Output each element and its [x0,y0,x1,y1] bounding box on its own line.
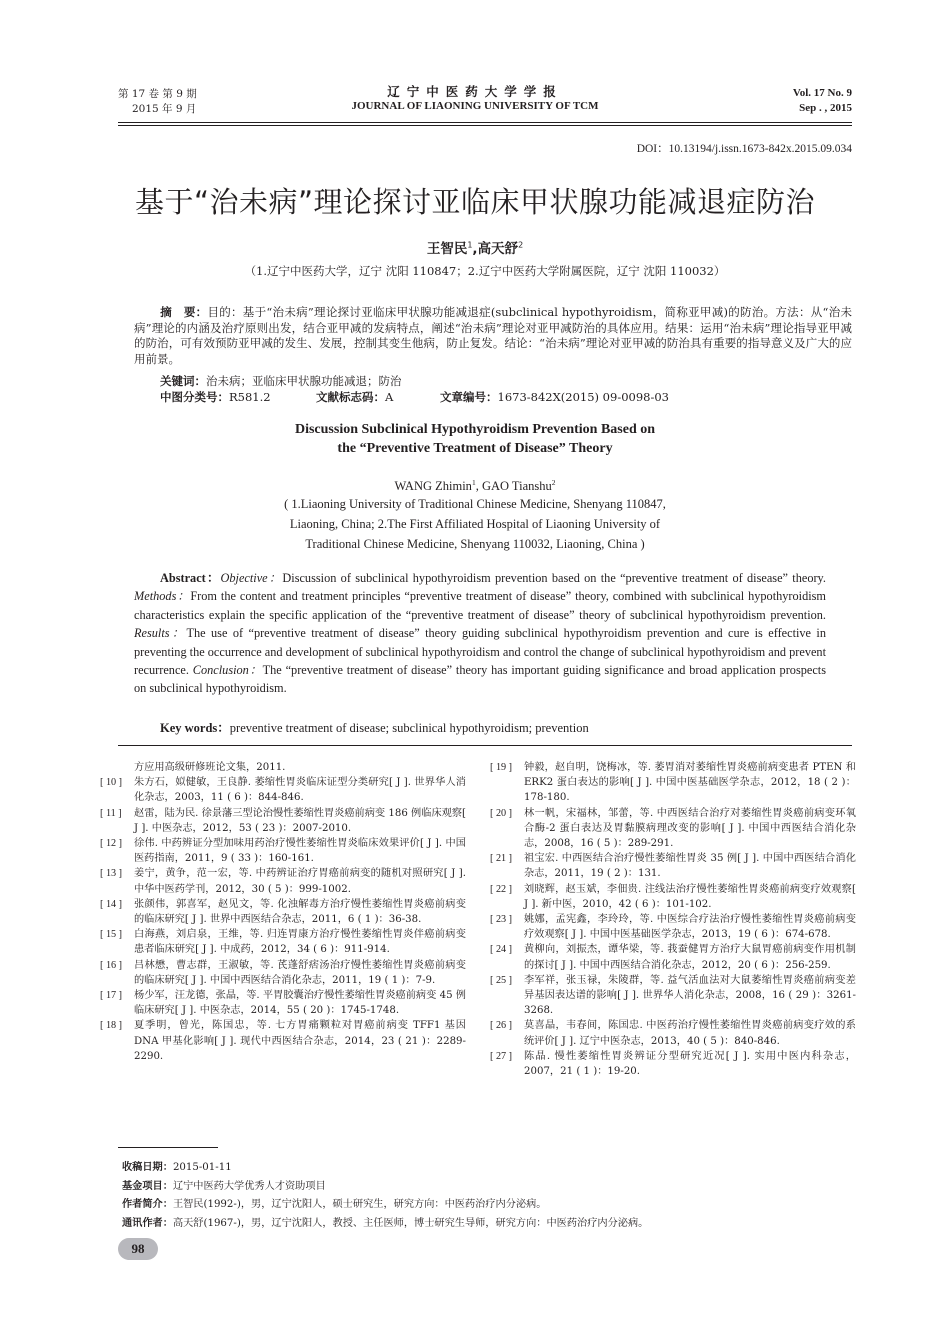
reference-number: [ 18 ] [100,1020,123,1032]
reference-text: 赵雷，陆为民. 徐景藩三型论治慢性萎缩性胃炎癌前病变 186 例临床观察[ J ]. 中医杂志，2012，53 ( 23 )：2007-2010. [134,807,466,834]
article-title-cn: 基于“治未病”理论探讨亚临床甲状腺功能减退症防治 [134,185,816,219]
footnote-text: 王智民(1992-)，男，辽宁沈阳人，硕士研究生，研究方向：中医药治疗内分泌病。 [172,1199,547,1210]
reference-item [100,988,466,1018]
reference-text: 李军祥，张玉禄，朱陵群，等. 益气活血法对大鼠萎缩性胃炎癌前病变差异基因表达谱的影响[ J ]. 世界华人消化杂志，2008，16 ( 29 )：3261-3268. [524,974,856,1017]
header-rule [118,122,852,123]
reference-item [490,942,856,972]
reference-number: [ 23 ] [490,914,513,926]
methods-text: From the content and treatment principles “preventive treatment of disease” theory, combined with subclinical hypothyroidism characteristics explain the specific application of the “preventive treatment of disease” theory of subclinical hypothyroidism prevention. [134,589,826,622]
date-cn: 2015 年 9 月 [132,103,197,115]
author-affil-mark: 2 [518,240,524,250]
reference-text: 徐伟. 中药辨证分型加味用药治疗慢性萎缩性胃炎临床效果评价[ J ]. 中国医药指南，2011，9 ( 33 )：160-161. [134,838,466,865]
reference-text: 祖宝宏. 中西医结合治疗慢性萎缩性胃炎 35 例[ J ]. 中国中西医结合消化杂志，2011，19 ( 2 )：131. [524,853,856,880]
reference-item [100,775,466,805]
references-right-column [490,760,856,1079]
section-divider [118,745,852,746]
document-code-label: 文献标志码： [316,390,385,404]
reference-number: [ 24 ] [490,944,513,956]
reference-text: 杨少军，汪龙德，张晶，等. 平胃胶囊治疗慢性萎缩性胃炎癌前病变 45 例临床研究[ J ]. 中医杂志，2014，55 ( 20 )：1745-1748. [134,990,466,1017]
reference-number: [ 10 ] [100,777,123,789]
footnote-label: 收稿日期： [122,1162,173,1173]
reference-number: [ 11 ] [100,807,122,819]
reference-item [490,760,856,806]
author-affil-mark: 1 [467,240,473,250]
volume-issue-cn: 第 17 卷 第 9 期 [118,88,197,100]
reference-item [100,927,466,957]
conclusion-text: The “preventive treatment of disease” theory has important guiding significance and broad application prospects on subclinical hypothyroidism. [134,663,827,696]
footnote-text: 高天舒(1967-)，男，辽宁沈阳人，教授、主任医师，博士研究生导师，研究方向：中医药治疗内分泌病。 [172,1217,649,1229]
reference-text: 莫喜晶，韦春间，陈国忠. 中医药治疗慢性萎缩性胃炎癌前病变疗效的系统评价[ J ]. 辽宁中医杂志，2013，40 ( 5 )：840-846. [524,1020,856,1047]
class-number-value: R581.2 [229,390,271,404]
reference-item [490,851,856,881]
objective-text: Discussion of subclinical hypothyroidism prevention based on the “preventive treatment of disease” theory. [282,571,826,585]
methods-label: Methods： [134,589,191,604]
keywords-en-text: preventive treatment of disease; subclinical hypothyroidism; prevention [229,721,589,735]
author-affil-mark: 1 [471,478,476,487]
abstract-en-label: Abstract： [160,571,221,585]
footnote-label: 通讯作者： [122,1217,173,1229]
abstract-cn [134,305,852,367]
keywords-cn-text: 治未病；亚临床甲状腺功能减退；防治 [206,374,402,388]
objective-label: Objective： [220,571,283,585]
footnote-text: 辽宁中医药大学优秀人才资助项目 [172,1180,326,1192]
reference-item [490,1049,856,1079]
footnote-label: 作者简介： [122,1199,173,1210]
keywords-en [160,718,840,736]
keywords-cn-label: 关键词： [160,374,206,388]
keywords-en-label: Key words： [160,721,230,735]
reference-text: 姜宁，黄争，范一宏，等. 中药辨证治疗胃癌前病变的随机对照研究[ J ]. 中华中医药学刊，2012，30 ( 5 )：999-1002. [134,868,466,895]
reference-item [490,882,856,912]
reference-number: [ 17 ] [100,990,123,1002]
author-affil-mark: 2 [551,478,556,487]
class-number-label: 中图分类号： [160,390,229,404]
reference-number: [ 12 ] [100,838,123,850]
reference-number: [ 19 ] [490,762,513,773]
article-title-en-line: Discussion Subclinical Hypothyroidism Prevention Based on [294,422,656,437]
affiliation-en-line: ( 1.Liaoning University of Traditional Chinese Medicine, Shenyang 110847, [284,497,666,511]
reference-item [490,973,856,1019]
footnote-funding [122,1178,852,1197]
reference-item [490,806,856,852]
reference-item [100,806,466,836]
abstract-en [134,569,826,698]
article-title-en-line: the “Preventive Treatment of Disease” Theory [337,441,613,456]
reference-number: [ 20 ] [490,807,513,819]
reference-text: 白海燕，刘启泉，王维，等. 归连胃康方治疗慢性萎缩性胃炎伴癌前病变患者临床研究[ J ]. 中成药，2012，34 ( 6 )：911-914. [134,929,466,956]
footnote-received [122,1159,852,1178]
author-name: 王智民 [426,241,468,257]
reference-text: 夏季明，曾光，陈国忠，等. 七方胃痛颗粒对胃癌前病变 TFF1 基因 DNA 甲基化影响[ J ]. 现代中西医结合杂志，2014，23 ( 21 )：2289-2290. [134,1020,466,1062]
results-text: The use of “preventive treatment of disease” theory guiding subclinical hypothyroidism prevention and cure is effective in preventing the occurrence and development of subclinical hypothyroidism and control the change of subclinical hypothyroidism and prevent recurrence. [134,626,826,678]
reference-item [100,1018,466,1064]
reference-text: 刘晓辉，赵玉斌，李佃贵. 注线法治疗慢性萎缩性胃炎癌前病变疗效观察[ J ]. 新中医，2010，42 ( 6 )：101-102. [524,883,856,910]
reference-item [100,958,466,988]
reference-text: 朱方石，姒健敏，王良静. 萎缩性胃炎临床证型分类研究[ J ]. 世界华人消化杂志，2003，11 ( 6 )：844-846. [134,777,466,804]
document-code [316,390,393,406]
reference-number: [ 22 ] [490,883,513,895]
journal-name-cn: 辽宁中医药大学学报 [387,84,563,99]
running-header-right [752,86,852,116]
reference-text: 姚娜，孟宪鑫，李玲玲，等. 中医综合疗法治疗慢性萎缩性胃炎癌前病变疗效观察[ J ]. 中国中医基础医学杂志，2013，19 ( 6 )：674-678. [524,914,856,941]
class-number [160,390,271,406]
footnote-author-bio [122,1196,852,1215]
affiliation-en-line: Liaoning, China; 2.The First Affiliated Hospital of Liaoning University of [289,517,661,531]
footnote-label: 基金项目： [122,1180,173,1192]
affiliation-en-line: Traditional Chinese Medicine, Shenyang 110032, Liaoning, China ) [305,537,645,551]
reference-number: [ 25 ] [490,974,513,986]
footnotes [122,1159,852,1233]
reference-number: [ 16 ] [100,959,123,971]
journal-name [300,84,650,114]
results-label: Results： [134,626,187,641]
document-code-value: A [385,390,394,404]
authors-en: WANG Zhimin$^1$, GAO Tianshu$^2$ [394,478,556,494]
reference-text: 吕林懋，曹志群，王淑敏，等. 芪蓬舒痞汤治疗慢性萎缩性胃炎癌前病变的临床研究[ J ]. 中国中西医结合消化杂志，2011，19 ( 1 )：7-9. [134,959,466,986]
reference-continuation: 方应用高级研修班论文集，2011. [134,762,286,773]
volume-issue-en: Vol. 17 No. 9 [792,87,852,99]
reference-number: [ 14 ] [100,898,123,910]
reference-text: 钟毅，赵自明，饶梅冰，等. 萎胃消对萎缩性胃炎癌前病变患者 PTEN 和 ERK2 蛋白表达的影响[ J ]. 中国中医基础医学杂志，2012，18 ( 2 )：178-180. [524,762,856,804]
authors-cn: 王智民$^1$,高天舒$^2$ [426,240,524,257]
author-name-en: GAO Tianshu [481,479,552,494]
reference-number: [ 15 ] [100,929,123,941]
keywords-cn [160,374,402,390]
affiliation-cn: （1.辽宁中医药大学，辽宁 沈阳 110847；2.辽宁中医药大学附属医院，辽宁 沈阳 110032） [244,264,726,278]
reference-item [100,836,466,866]
reference-item [490,912,856,942]
reference-item [100,866,466,896]
running-header-left [118,87,248,117]
reference-text: 张颜伟，郭喜军，赵见文，等. 化浊解毒方治疗慢性萎缩性胃炎癌前病变的临床研究[ J ]. 世界中西医结合杂志，2011，6 ( 1 )：36-38. [134,898,466,926]
journal-name-en: JOURNAL OF LIAONING UNIVERSITY OF TCM [351,100,599,112]
references-left-column [100,760,466,1064]
reference-number: [ 13 ] [100,868,123,880]
article-number-label: 文章编号： [440,390,498,404]
author-name-en: WANG Zhimin [394,479,472,494]
affiliation-en [180,494,770,554]
reference-text: 林一帆，宋福林，邹蕾，等. 中西医结合治疗对萎缩性胃炎癌前病变环氧合酶-2 蛋白表达及胃黏膜病理改变的影响[ J ]. 中国中西医结合消化杂志，2008，16 ( 5 )：289-291. [524,807,856,850]
reference-text: 黄柳向，刘振杰，谭华梁，等. 莪蚕健胃方治疗大鼠胃癌前病变作用机制的探讨[ J ]. 中国中西医结合消化杂志，2012，20 ( 6 )：256-259. [524,944,856,971]
article-number-value: 1673-842X(2015) 09-0098-03 [497,390,669,404]
author-name: 高天舒 [477,241,519,257]
reference-number: [ 21 ] [490,853,513,865]
footnote-text: 2015-01-11 [172,1162,232,1173]
conclusion-label: Conclusion： [192,663,263,678]
page-number-badge: 98 [118,1238,158,1260]
header-rule-thin [118,125,852,126]
abstract-cn-text: 目的：基于“治未病”理论探讨亚临床甲状腺功能减退症(subclinical hypothyroidism，简称亚甲减)的防治。方法：从“治未病”理论的内涵及治疗原则出发，结合亚甲减的发病特点，阐述“治未病”理论对亚甲减防治的具体应用。结果：运用“治未病”理论指导亚甲减的防治，可有效预防亚甲减的发生、发展，控制其变生他病，防止复发。结论：“治未病”理论对亚甲减的防治具有重要的指导意义及广大的应用前景。 [134,305,852,366]
reference-number: [ 27 ] [490,1050,513,1062]
footnote-rule [118,1147,218,1148]
reference-item [490,1018,856,1048]
date-en: Sep . , 2015 [799,102,852,114]
reference-item [100,897,466,927]
footnote-corresponding [122,1215,852,1234]
doi: DOI：10.13194/j.issn.1673-842x.2015.09.034 [636,143,852,155]
article-title-en [150,420,800,458]
reference-number: [ 26 ] [490,1020,513,1032]
article-number [440,390,669,406]
abstract-cn-label: 摘 要： [160,305,208,319]
reference-text: 陈晶. 慢性萎缩性胃炎辨证分型研究近况[ J ]. 实用中医内科杂志，2007，21 ( 1 )：19-20. [524,1050,856,1078]
